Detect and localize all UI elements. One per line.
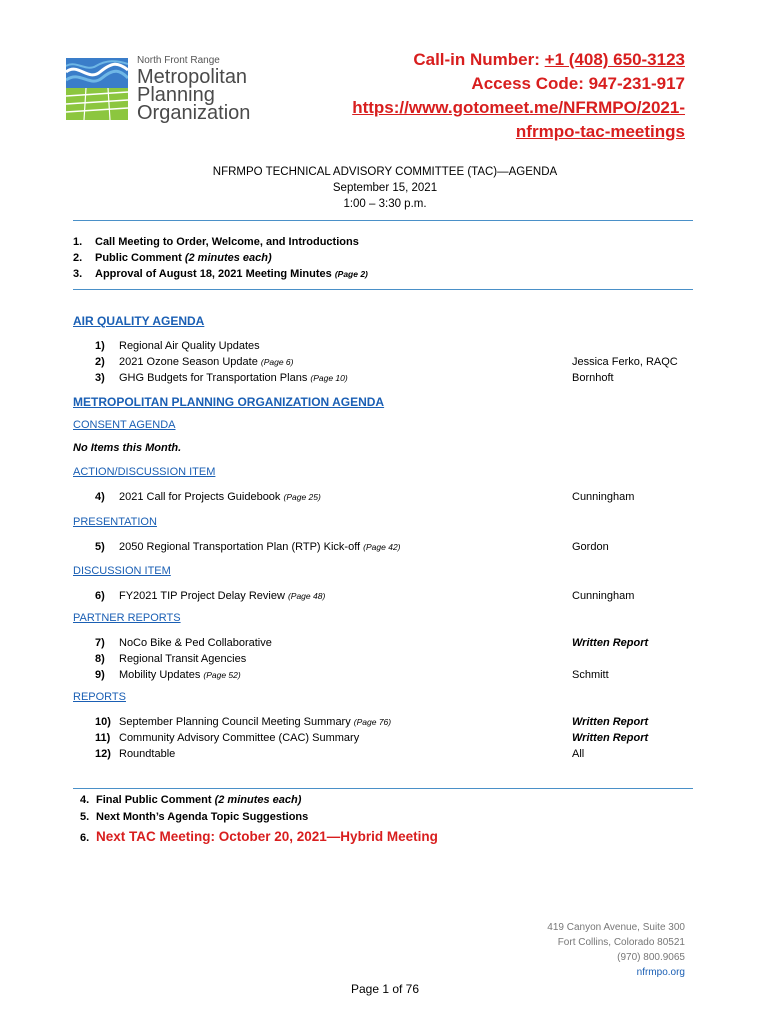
opening-item-1: 1. Call Meeting to Order, Welcome, and Introductions: [73, 236, 359, 248]
reports-title: REPORTS: [73, 691, 126, 703]
report-presenter-2: Written Report: [572, 732, 649, 744]
action-title: ACTION/DISCUSSION ITEM: [73, 466, 216, 478]
partner-title: PARTNER REPORTS: [73, 612, 181, 624]
divider: [73, 788, 693, 789]
presentation-presenter: Gordon: [572, 541, 609, 553]
report-item-1: 10) September Planning Council Meeting Summary (Page 76): [95, 716, 392, 728]
opening-item-2: 2. Public Comment (2 minutes each): [73, 252, 272, 264]
address-line-1: 419 Canyon Avenue, Suite 300: [547, 922, 685, 933]
aq-item-1: 1) Regional Air Quality Updates: [95, 340, 260, 352]
meeting-url-line-2[interactable]: nfrmpo-tac-meetings: [515, 122, 685, 141]
discussion-title: DISCUSSION ITEM: [73, 565, 171, 577]
agenda-date: September 15, 2021: [332, 182, 438, 194]
access-code: Access Code: 947-231-917: [471, 74, 685, 93]
mpo-logo-icon: [66, 58, 128, 120]
callin-number: [413, 48, 685, 72]
partner-presenter-1: Written Report: [572, 637, 649, 649]
mpo-title: METROPOLITAN PLANNING ORGANIZATION AGENDA: [73, 395, 385, 409]
partner-item-3: 9) Mobility Updates (Page 52): [95, 669, 241, 681]
agenda-title: NFRMPO TECHNICAL ADVISORY COMMITTEE (TAC)—AGENDA: [212, 166, 558, 178]
logo-line-3: Organization: [137, 102, 251, 124]
discussion-presenter: Cunningham: [572, 590, 635, 602]
address-line-2: Fort Collins, Colorado 80521: [557, 937, 685, 948]
meeting-url-line-1[interactable]: https://www.gotomeet.me/NFRMPO/2021-: [352, 98, 685, 117]
report-item-3: 12) Roundtable: [95, 748, 176, 760]
report-item-2: 11) Community Advisory Committee (CAC) Summary: [95, 732, 360, 744]
website-link[interactable]: nfrmpo.org: [636, 967, 685, 978]
report-presenter-3: All: [572, 748, 585, 760]
partner-presenter-2: Schmitt: [572, 669, 609, 681]
air-quality-title: AIR QUALITY AGENDA: [73, 314, 205, 328]
logo-line-2: Planning: [137, 84, 215, 106]
aq-item-2: 2) 2021 Ozone Season Update (Page 6): [95, 356, 294, 368]
report-presenter-1: Written Report: [572, 716, 649, 728]
divider: [73, 289, 693, 290]
logo-line-1: Metropolitan: [137, 66, 248, 88]
aq-presenter-1: Jessica Ferko, RAQC: [572, 356, 678, 368]
divider: [73, 220, 693, 221]
action-presenter: Cunningham: [572, 491, 635, 503]
callin-number-link[interactable]: +1 (408) 650-3123: [544, 50, 685, 69]
partner-item-1: 7) NoCo Bike & Ped Collaborative: [95, 637, 272, 649]
agenda-time: 1:00 – 3:30 p.m.: [343, 198, 427, 210]
consent-title: CONSENT AGENDA: [73, 419, 176, 431]
partner-item-2: 8) Regional Transit Agencies: [95, 653, 247, 665]
phone-number: (970) 800.9065: [617, 952, 685, 963]
page-number: Page 1 of 76: [350, 982, 420, 996]
opening-item-3: 3. Approval of August 18, 2021 Meeting Minutes (Page 2): [73, 268, 368, 280]
next-tac-meeting: 6. Next TAC Meeting: October 20, 2021—Hybrid Meeting: [80, 829, 438, 844]
presentation-title: PRESENTATION: [73, 516, 157, 528]
aq-item-3: 3) GHG Budgets for Transportation Plans (Page 10): [95, 372, 348, 384]
logo-subtitle: North Front Range: [137, 55, 220, 66]
presentation-item: 5) 2050 Regional Transportation Plan (RTP) Kick-off (Page 42): [95, 541, 401, 553]
closing-item-5: 5. Next Month’s Agenda Topic Suggestions: [80, 811, 309, 823]
callin-number-label: Call-in Number:: [413, 50, 545, 69]
action-item: 4) 2021 Call for Projects Guidebook (Page 25): [95, 491, 321, 503]
discussion-item: 6) FY2021 TIP Project Delay Review (Page 48): [95, 590, 326, 602]
consent-note: No Items this Month.: [73, 442, 182, 454]
closing-item-4: 4. Final Public Comment (2 minutes each): [80, 794, 302, 806]
aq-presenter-2: Bornhoft: [572, 372, 614, 384]
